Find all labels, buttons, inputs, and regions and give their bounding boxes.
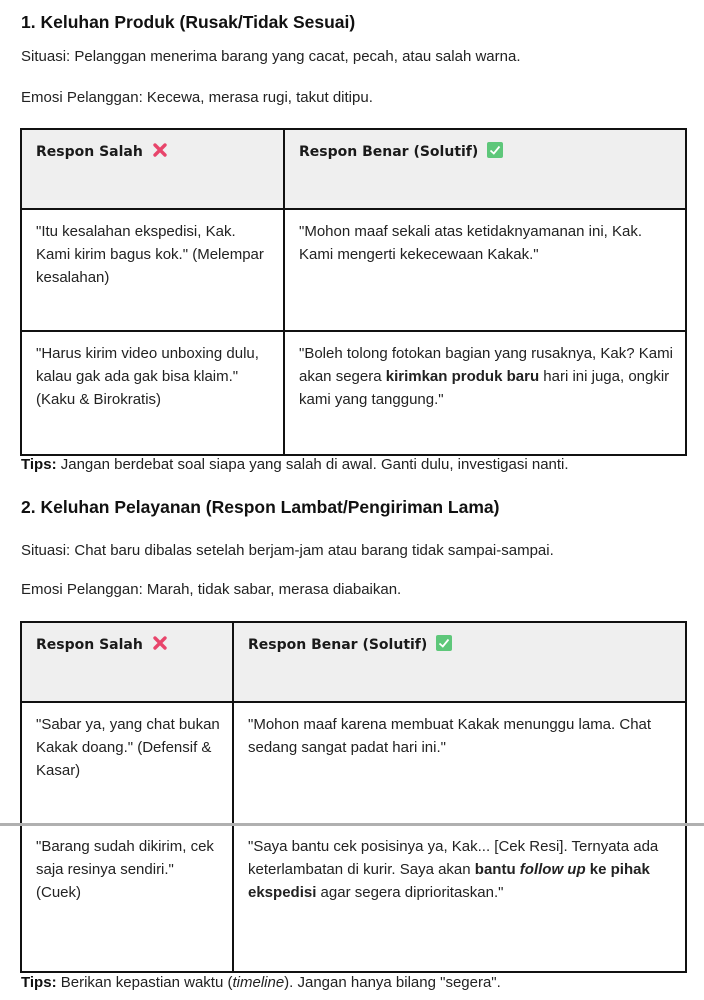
header-respon-benar: Respon Benar (Solutif) <box>284 129 686 209</box>
cross-mark-icon <box>152 142 168 166</box>
section-2-tips: Tips: Berikan kepastian waktu (timeline). Jangan hanya bilang "segera". <box>21 974 501 991</box>
tips-label: Tips: <box>21 974 57 991</box>
check-mark-icon <box>436 635 452 659</box>
table-row <box>21 824 686 972</box>
table-row <box>21 209 686 331</box>
cell-respon-salah: "Barang sudah dikirim, cek saja resinya sendiri." (Cuek) <box>21 824 233 972</box>
emphasis-italic-text: follow up <box>519 861 586 878</box>
cell-respon-salah: "Itu kesalahan ekspedisi, Kak. Kami kirim bagus kok." (Melempar kesalahan) <box>21 209 284 331</box>
section-2-table <box>20 621 687 973</box>
cell-respon-benar: "Saya bantu cek posisinya ya, Kak... [Cek Resi]. Ternyata ada keterlambatan di kurir. Saya akan bantu follow up ke pihak ekspedisi agar segera diprioritaskan." <box>233 824 686 972</box>
table-header-row <box>21 622 686 702</box>
section-1-tips: Tips: Jangan berdebat soal siapa yang salah di awal. Ganti dulu, investigasi nanti. <box>21 456 569 473</box>
check-mark-icon <box>487 142 503 166</box>
cell-respon-benar: "Boleh tolong fotokan bagian yang rusaknya, Kak? Kami akan segera kirimkan produk baru hari ini juga, ongkir kami yang tanggung." <box>284 331 686 455</box>
tips-label: Tips: <box>21 456 57 473</box>
cell-respon-benar: "Mohon maaf sekali atas ketidaknyamanan ini, Kak. Kami mengerti kekecewaan Kakak." <box>284 209 686 331</box>
header-respon-salah: Respon Salah <box>21 622 233 702</box>
section-2-situasi: Situasi: Chat baru dibalas setelah berjam-jam atau barang tidak sampai-sampai. <box>21 542 554 559</box>
emphasis-text: kirimkan produk baru <box>385 368 540 385</box>
section-1-situasi: Situasi: Pelanggan menerima barang yang cacat, pecah, atau salah warna. <box>21 48 521 65</box>
cross-mark-icon <box>152 635 168 659</box>
cell-respon-salah: "Sabar ya, yang chat bukan Kakak doang." (Defensif & Kasar) <box>21 702 233 824</box>
cell-respon-benar: "Mohon maaf karena membuat Kakak menunggu lama. Chat sedang sangat padat hari ini." <box>233 702 686 824</box>
header-respon-salah: Respon Salah <box>21 129 284 209</box>
header-respon-benar: Respon Benar (Solutif) <box>233 622 686 702</box>
table-header-row <box>21 129 686 209</box>
section-1-title: 1. Keluhan Produk (Rusak/Tidak Sesuai) <box>21 12 356 32</box>
cell-respon-salah: "Harus kirim video unboxing dulu, kalau gak ada gak bisa klaim." (Kaku & Birokratis) <box>21 331 284 455</box>
section-2-emosi: Emosi Pelanggan: Marah, tidak sabar, merasa diabaikan. <box>21 581 402 598</box>
table-row <box>21 702 686 824</box>
table-row <box>21 331 686 455</box>
section-2-title: 2. Keluhan Pelayanan (Respon Lambat/Pengiriman Lama) <box>21 497 500 517</box>
section-1-table <box>20 128 687 456</box>
page-break-divider <box>0 823 704 826</box>
section-1-emosi: Emosi Pelanggan: Kecewa, merasa rugi, takut ditipu. <box>21 89 373 106</box>
